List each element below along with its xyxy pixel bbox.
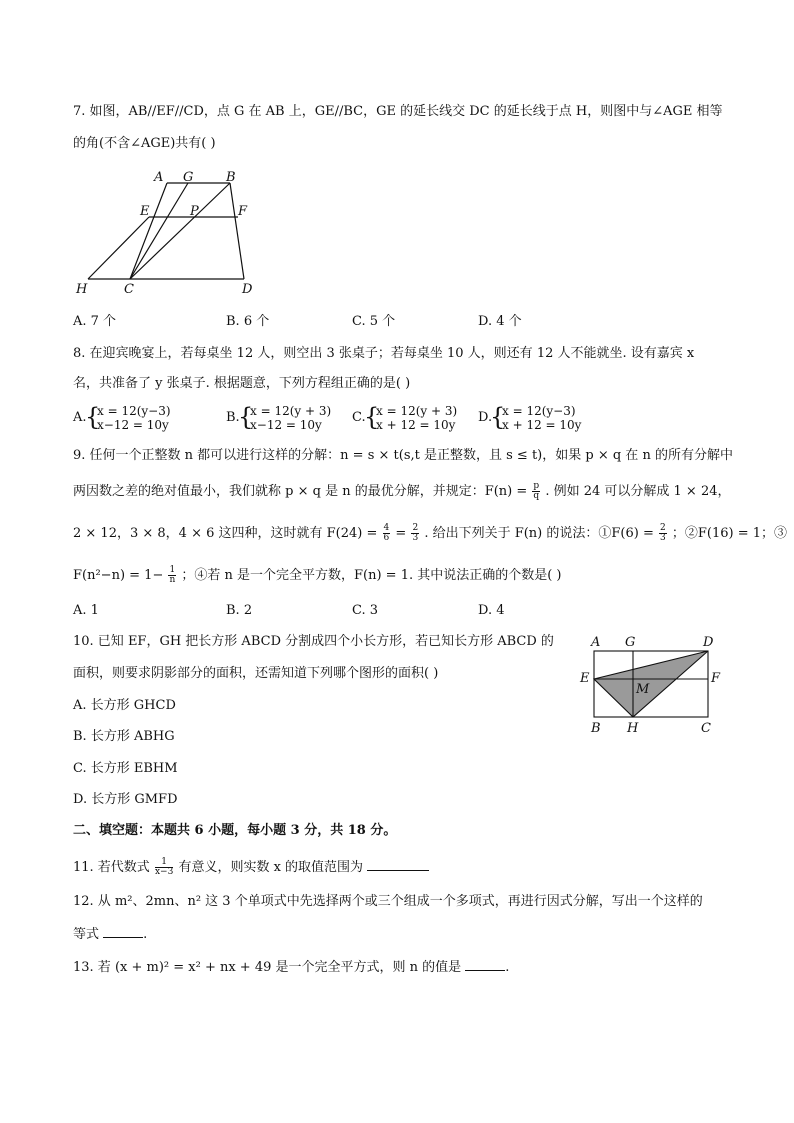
- q9-frac-46-num: 4: [383, 523, 390, 533]
- q7-figure: [72, 165, 272, 297]
- q7-label-C: C: [124, 282, 134, 297]
- q8-option-b-eq1: x = 12(y + 3): [250, 404, 332, 418]
- q7-label-A: A: [154, 170, 164, 185]
- q9-line3-text-b: =: [395, 526, 407, 541]
- q9-stem-line4: [73, 566, 562, 585]
- q9-fraction-2-over-3-a: [411, 524, 419, 543]
- q11-frac-num: 1: [155, 858, 173, 868]
- q11-stem: [73, 858, 429, 877]
- q7-label-E: E: [140, 204, 150, 219]
- q9-fraction-p-over-q: [532, 482, 540, 501]
- q8-option-d-eq2: x + 12 = 10y: [502, 418, 582, 432]
- q12-period: .: [143, 927, 148, 942]
- q8-option-b-brace: {: [238, 403, 254, 431]
- q12-stem-line2: [73, 925, 147, 944]
- q9-stem-line3: [73, 524, 787, 543]
- q9-line3-text-c: . 给出下列关于 F(n) 的说法：①F(6) =: [424, 526, 654, 541]
- q9-frac-23b-den: 3: [659, 533, 666, 543]
- q7-stem-line2: 的角(不含∠AGE)共有( ): [73, 136, 216, 151]
- q10-option-a[interactable]: A. 长方形 GHCD: [73, 698, 176, 713]
- q10-label-G: G: [625, 635, 636, 650]
- q9-frac-1n-den: n: [169, 575, 176, 585]
- q10-stem-line2: 面积，则要求阴影部分的面积，还需知道下列哪个图形的面积( ): [73, 666, 439, 681]
- q10-label-H: H: [627, 721, 639, 736]
- q10-label-C: C: [701, 721, 711, 736]
- q10-option-c[interactable]: C. 长方形 EBHM: [73, 761, 178, 776]
- q13-answer-blank[interactable]: [465, 958, 505, 971]
- q9-line4-text-a: F(n²−n) = 1−: [73, 568, 164, 583]
- q10-stem-line1: 10. 已知 EF，GH 把长方形 ABCD 分割成四个小长方形，若已知长方形 ABCD 的: [73, 634, 554, 649]
- q10-figure: [578, 632, 728, 740]
- q8-stem-line1: 8. 在迎宾晚宴上，若每桌坐 12 人，则空出 3 张桌子；若每桌坐 10 人，则还有 12 人不能就坐. 设有嘉宾 x: [73, 346, 695, 361]
- q10-label-M: M: [636, 682, 650, 697]
- q9-fraction-2-over-3-b: [659, 524, 667, 543]
- q10-label-E: E: [580, 671, 590, 686]
- section-2-title: 二、填空题：本题共 6 小题，每小题 3 分，共 18 分。: [73, 823, 397, 838]
- q9-fraction-4-over-6: [383, 524, 391, 543]
- q7-option-d[interactable]: D. 4 个: [478, 314, 522, 329]
- q8-stem-line2: 名，共准备了 y 张桌子. 根据题意，下列方程组正确的是( ): [73, 376, 411, 391]
- q9-option-d[interactable]: D. 4: [478, 603, 505, 618]
- q11-text-pre: 11. 若代数式: [73, 860, 150, 875]
- q9-line2-text-a: 两因数之差的绝对值最小，我们就称 p × q 是 n 的最优分解，并规定：F(n) =: [73, 484, 528, 499]
- q7-option-b[interactable]: B. 6 个: [226, 314, 270, 329]
- q11-fraction: [155, 858, 173, 877]
- q7-label-H: H: [76, 282, 88, 297]
- q9-frac-1n-num: 1: [169, 565, 176, 575]
- q7-stem-line1: 7. 如图，AB//EF//CD，点 G 在 AB 上，GE//BC，GE 的延长线交 DC 的延长线于点 H，则图中与∠AGE 相等: [73, 104, 723, 119]
- q10-label-B: B: [591, 721, 601, 736]
- q7-option-a[interactable]: A. 7 个: [73, 314, 117, 329]
- q8-option-c-label: C.: [352, 410, 366, 425]
- q8-option-b-label: B.: [226, 410, 240, 425]
- q9-frac-23b-num: 2: [659, 523, 666, 533]
- q9-frac-23a-den: 3: [412, 533, 419, 543]
- q10-label-D: D: [703, 635, 714, 650]
- q7-label-D: D: [242, 282, 253, 297]
- q9-frac-46-den: 6: [383, 533, 390, 543]
- q9-option-b[interactable]: B. 2: [226, 603, 253, 618]
- q9-option-c[interactable]: C. 3: [352, 603, 379, 618]
- q7-label-G: G: [183, 170, 194, 185]
- q10-option-b[interactable]: B. 长方形 ABHG: [73, 729, 175, 744]
- q7-label-P: P: [190, 204, 199, 219]
- q8-option-b[interactable]: [226, 403, 346, 433]
- q9-stem-line2: [73, 482, 731, 501]
- q12-line2-text: 等式: [73, 927, 100, 942]
- q10-label-A: A: [591, 635, 601, 650]
- q8-option-d-eq1: x = 12(y−3): [502, 404, 576, 418]
- q12-answer-blank[interactable]: [103, 925, 143, 938]
- q9-line3-text-a: 2 × 12，3 × 8，4 × 6 这四种，这时就有 F(24) =: [73, 526, 378, 541]
- q8-option-a-brace: {: [85, 403, 101, 431]
- q8-option-c-eq1: x = 12(y + 3): [376, 404, 458, 418]
- q9-line4-text-b: ；④若 n 是一个完全平方数，F(n) = 1. 其中说法正确的个数是( ): [181, 568, 562, 583]
- q8-option-c[interactable]: [352, 403, 472, 433]
- q12-stem-line1: 12. 从 m²、2mn、n² 这 3 个单项式中先选择两个或三个组成一个多项式，再进行因式分解，写出一个这样的: [73, 894, 703, 909]
- q8-option-a-label: A.: [73, 410, 87, 425]
- q8-option-c-eq2: x + 12 = 10y: [376, 418, 456, 432]
- q11-text-post: 有意义，则实数 x 的取值范围为: [178, 860, 364, 875]
- q10-option-d[interactable]: D. 长方形 GMFD: [73, 792, 178, 807]
- q8-option-b-eq2: x−12 = 10y: [250, 418, 322, 432]
- q7-option-c[interactable]: C. 5 个: [352, 314, 396, 329]
- q9-fraction-1-over-n: [168, 566, 176, 585]
- q10-label-F: F: [711, 671, 721, 686]
- q9-line2-text-b: . 例如 24 可以分解成 1 × 24，: [545, 484, 731, 499]
- q8-option-a-eq2: x−12 = 10y: [97, 418, 169, 432]
- q9-frac-pq-num: p: [533, 481, 540, 491]
- q8-option-d[interactable]: [478, 403, 598, 433]
- q9-stem-line1: 9. 任何一个正整数 n 都可以进行这样的分解：n = s × t(s,t 是正整数，且 s ≤ t)，如果 p × q 在 n 的所有分解中: [73, 448, 733, 463]
- q8-option-a[interactable]: [73, 403, 213, 433]
- q9-option-a[interactable]: A. 1: [73, 603, 99, 618]
- q13-text: 13. 若 (x + m)² = x² + nx + 49 是一个完全平方式，则 n 的值是: [73, 960, 462, 975]
- q13-period: .: [505, 960, 510, 975]
- q13-stem: [73, 958, 509, 977]
- q7-label-F: F: [238, 204, 248, 219]
- q9-line3-text-d: ；②F(16) = 1；③: [671, 526, 787, 541]
- q8-option-c-brace: {: [364, 403, 380, 431]
- q8-option-d-label: D.: [478, 410, 493, 425]
- q9-frac-pq-den: q: [533, 491, 540, 501]
- q8-option-d-brace: {: [490, 403, 506, 431]
- q10-shaded-triangle: [594, 651, 708, 717]
- q11-answer-blank[interactable]: [367, 858, 429, 871]
- q9-frac-23a-num: 2: [412, 523, 419, 533]
- q11-frac-den: x−3: [154, 867, 174, 877]
- q7-label-B: B: [226, 170, 236, 185]
- q8-option-a-eq1: x = 12(y−3): [97, 404, 171, 418]
